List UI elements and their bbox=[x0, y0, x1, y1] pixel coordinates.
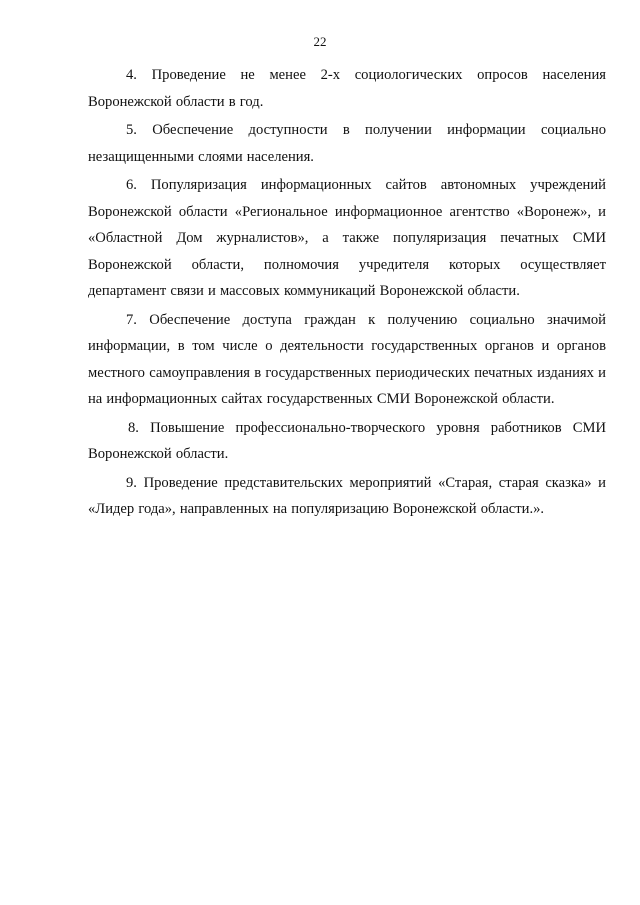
paragraph-item-5: 5. Обеспечение доступности в получении информации социально незащищенными слоями населения. bbox=[88, 122, 606, 165]
page-number: 22 bbox=[313, 34, 327, 49]
paragraph-item-8: 8. Повышение профессионально-творческого уровня работников СМИ Воронежской области. bbox=[88, 419, 606, 462]
document-body bbox=[88, 62, 606, 525]
paragraph-item-7: 7. Обеспечение доступа граждан к получению социально значимой информации, в том числе о деятельности государственных органов и органов местного самоуправления в государственных периодических печатных изданиях и на информационных сайтах государственных СМИ Воронежской области. bbox=[88, 311, 606, 407]
paragraph-item-4: 4. Проведение не менее 2-х социологических опросов населения Воронежской области в год. bbox=[88, 67, 606, 110]
paragraph-item-9: 9. Проведение представительских мероприятий «Старая, старая сказка» и «Лидер года», направленных на популяризацию Воронежской области.». bbox=[88, 474, 606, 517]
paragraph-item-6: 6. Популяризация информационных сайтов автономных учреждений Воронежской области «Региональное информационное агентство «Воронеж», и «Областной Дом журналистов», а также популяризация печатных СМИ Воронежской области, полномочия учредителя которых осуществляет департамент связи и массовых коммуникаций Воронежской области. bbox=[88, 177, 606, 299]
